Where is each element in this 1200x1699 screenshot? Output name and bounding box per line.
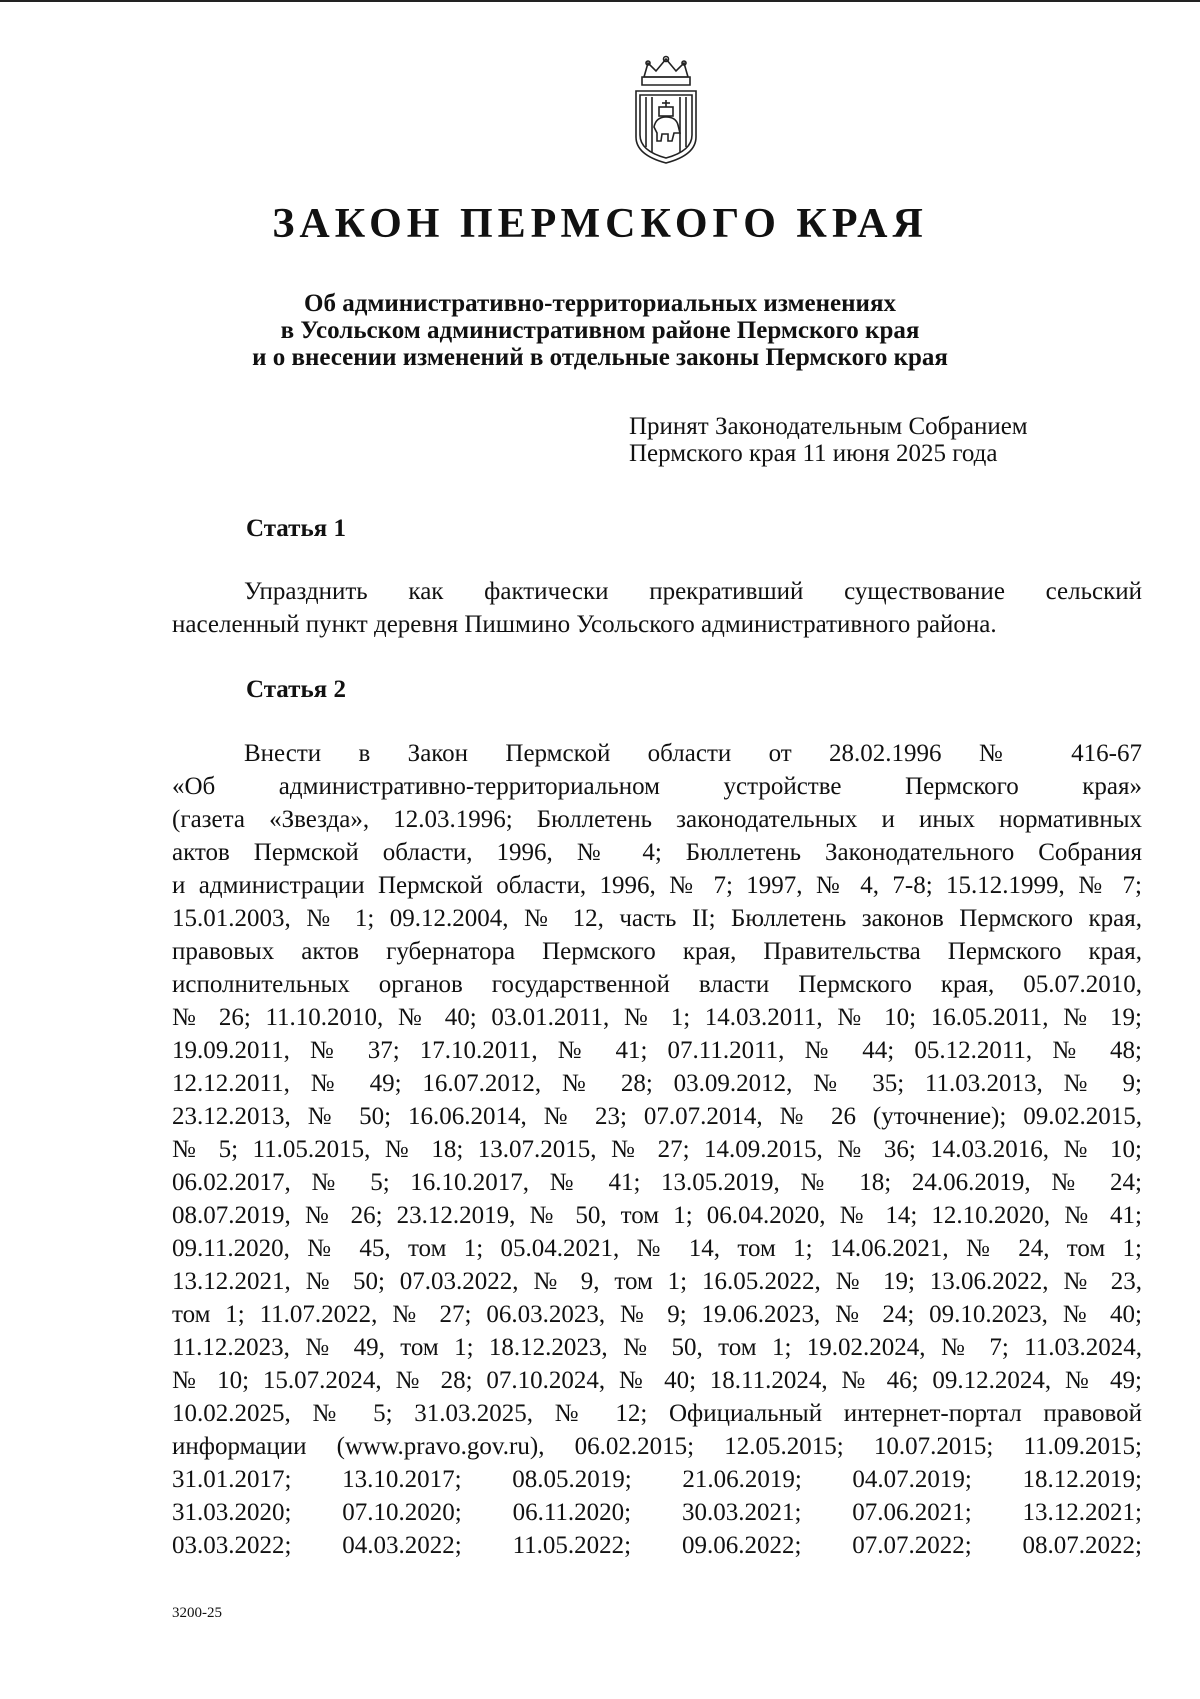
article-1-text-line: населенный пункт деревня Пишмино Усольского административного района.: [172, 611, 997, 638]
article-1-heading: Статья 1: [246, 515, 346, 542]
article-2-text-line: правовых актов губернатора Пермского края, Правительства Пермского края,: [172, 938, 1142, 965]
article-2-text-line: 13.12.2021, № 50; 07.03.2022, № 9, том 1; 16.05.2022, № 19; 13.06.2022, № 23,: [172, 1268, 1142, 1295]
document-subtitle: [0, 290, 1200, 371]
article-2-text-line: том 1; 11.07.2022, № 27; 06.03.2023, № 9; 19.06.2023, № 24; 09.10.2023, № 40;: [172, 1301, 1142, 1328]
subtitle-line: и о внесении изменений в отдельные законы Пермского края: [252, 344, 948, 371]
adoption-note: [629, 413, 1028, 467]
subtitle-line: в Усольском административном районе Пермского края: [280, 317, 920, 344]
top-border: [0, 0, 1200, 2]
article-2-text-line: 09.11.2020, № 45, том 1; 05.04.2021, № 14, том 1; 14.06.2021, № 24, том 1;: [172, 1235, 1142, 1262]
article-2-text-line: 31.03.2020; 07.10.2020; 06.11.2020; 30.03.2021; 07.06.2021; 13.12.2021;: [172, 1499, 1142, 1526]
perm-krai-coat-of-arms-icon: [630, 55, 702, 165]
article-2-heading: Статья 2: [246, 676, 346, 703]
article-2-text-line: 19.09.2011, № 37; 17.10.2011, № 41; 07.11.2011, № 44; 05.12.2011, № 48;: [172, 1037, 1142, 1064]
article-2-text-line: 12.12.2011, № 49; 16.07.2012, № 28; 03.09.2012, № 35; 11.03.2013, № 9;: [172, 1070, 1142, 1097]
document-code: 3200-25: [172, 1605, 222, 1621]
subtitle-line: Об административно-территориальных изменениях: [304, 290, 896, 317]
article-2-text-line: 15.01.2003, № 1; 09.12.2004, № 12, часть II; Бюллетень законов Пермского края,: [172, 905, 1142, 932]
article-2-text-line: исполнительных органов государственной власти Пермского края, 05.07.2010,: [172, 971, 1142, 998]
article-2-text-line: № 26; 11.10.2010, № 40; 03.01.2011, № 1; 14.03.2011, № 10; 16.05.2011, № 19;: [172, 1004, 1142, 1031]
article-2-text-line: 03.03.2022; 04.03.2022; 11.05.2022; 09.06.2022; 07.07.2022; 08.07.2022;: [172, 1532, 1142, 1559]
article-2-text-line: 06.02.2017, № 5; 16.10.2017, № 41; 13.05.2019, № 18; 24.06.2019, № 24;: [172, 1169, 1142, 1196]
article-2-text-line: 23.12.2013, № 50; 16.06.2014, № 23; 07.07.2014, № 26 (уточнение); 09.02.2015,: [172, 1103, 1142, 1130]
article-1-text-line: Упразднить как фактически прекративший существование сельский: [244, 578, 1142, 605]
article-2-text-line: 31.01.2017; 13.10.2017; 08.05.2019; 21.06.2019; 04.07.2019; 18.12.2019;: [172, 1466, 1142, 1493]
article-2-text-line: 08.07.2019, № 26; 23.12.2019, № 50, том 1; 06.04.2020, № 14; 12.10.2020, № 41;: [172, 1202, 1142, 1229]
article-2-text-line: № 10; 15.07.2024, № 28; 07.10.2024, № 40; 18.11.2024, № 46; 09.12.2024, № 49;: [172, 1367, 1142, 1394]
article-2-text-line: и администрации Пермской области, 1996, № 7; 1997, № 4, 7-8; 15.12.1999, № 7;: [172, 872, 1142, 899]
adoption-line: Пермского края 11 июня 2025 года: [629, 440, 998, 467]
article-2-text-line: № 5; 11.05.2015, № 18; 13.07.2015, № 27; 14.09.2015, № 36; 14.03.2016, № 10;: [172, 1136, 1142, 1163]
document-title: ЗАКОН ПЕРМСКОГО КРАЯ: [272, 201, 928, 247]
article-2-text-line: «Об административно-территориальном устройстве Пермского края»: [172, 773, 1142, 800]
article-2-text-line: Внести в Закон Пермской области от 28.02.1996 № 416-67: [244, 740, 1142, 767]
article-2-text-line: информации (www.pravo.gov.ru), 06.02.2015; 12.05.2015; 10.07.2015; 11.09.2015;: [172, 1433, 1142, 1460]
article-2-text-line: актов Пермской области, 1996, № 4; Бюллетень Законодательного Собрания: [172, 839, 1142, 866]
article-2-text-line: (газета «Звезда», 12.03.1996; Бюллетень законодательных и иных нормативных: [172, 806, 1142, 833]
article-2-text-line: 11.12.2023, № 49, том 1; 18.12.2023, № 50, том 1; 19.02.2024, № 7; 11.03.2024,: [172, 1334, 1142, 1361]
adoption-line: Принят Законодательным Собранием: [629, 413, 1028, 440]
article-2-text-line: 10.02.2025, № 5; 31.03.2025, № 12; Официальный интернет-портал правовой: [172, 1400, 1142, 1427]
